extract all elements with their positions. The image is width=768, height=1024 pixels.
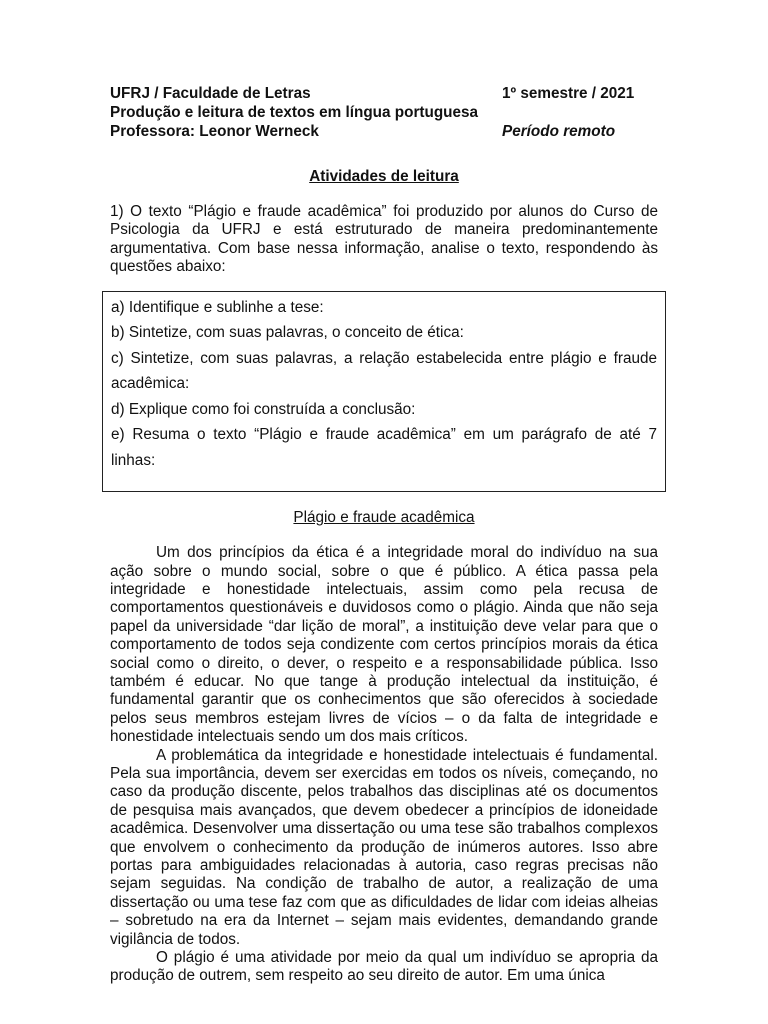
semester-label: 1º semestre / 2021 bbox=[502, 85, 635, 102]
article-paragraph: Um dos princípios da ética é a integridade moral do indivíduo na sua ação sobre o mundo social, sobre o que é público. A ética passa pela integridade e honestidade intelectuais, assim como pela recusa de comportamentos questionáveis e duvidosos como o plágio. Ainda que não seja papel da universidade “dar lição de moral”, a instituição deve velar para que o comportamento de todos seja condizente com certos princípios morais da ética social como o direito, o dever, o respeito e a responsabilidade pública. Isso também é educar. No que tange à produção intelectual da instituição, é fundamental garantir que os conhecimentos que são oferecidos à sociedade pelos seus membros estejam livres de vícios – o da falta de integridade e honestidade intelectuais sendo um dos mais críticos. bbox=[110, 544, 658, 746]
header-row-1 bbox=[110, 84, 658, 103]
question-e: e) Resuma o texto “Plágio e fraude acadêmica” em um parágrafo de até 7 linhas: bbox=[111, 426, 657, 469]
question-c: c) Sintetize, com suas palavras, a relação estabelecida entre plágio e fraude acadêmica: bbox=[111, 349, 657, 393]
course-label: Produção e leitura de textos em língua portuguesa bbox=[110, 104, 479, 121]
article-body bbox=[110, 544, 658, 986]
article-paragraph: A problemática da integridade e honestidade intelectuais é fundamental. Pela sua importância, devem ser exercidas em todos os níveis, começando, no caso da produção discente, pelos trabalhos das disciplinas até os documentos de pesquisa mais avançados, que devem obedecer a princípios de idoneidade acadêmica. Desenvolver uma dissertação ou uma tese são trabalhos complexos que envolvem o conhecimento da produção de inúmeros autores. Isso abre portas para ambiguidades relacionadas à autoria, caso regras precisas não sejam seguidas. Na condição de trabalho de autor, a realização de uma dissertação ou uma tese faz com que as dificuldades de lidar com ideias alheias – sobretudo na era da Internet – sejam mais evidentes, demandando grande vigilância de todos. bbox=[110, 746, 658, 948]
activity-intro: 1) O texto “Plágio e fraude acadêmica” foi produzido por alunos do Curso de Psicologia da UFRJ e está estruturado de maneira predominantemente argumentativa. Com base nessa informação, analise o texto, respondendo às questões abaixo: bbox=[110, 203, 658, 276]
header-row-2 bbox=[110, 103, 658, 122]
document-page bbox=[110, 84, 658, 986]
question-a: a) Identifique e sublinhe a tese: bbox=[111, 298, 324, 316]
article-paragraph: O plágio é uma atividade por meio da qual um indivíduo se apropria da produção de outrem, sem respeito ao seu direito de autor. Em uma única bbox=[110, 949, 658, 985]
questions-box bbox=[102, 291, 666, 493]
question-d: d) Explique como foi construída a conclusão: bbox=[111, 400, 416, 418]
institution-label: UFRJ / Faculdade de Letras bbox=[110, 85, 311, 102]
professor-label: Professora: Leonor Werneck bbox=[110, 123, 319, 140]
question-b: b) Sintetize, com suas palavras, o conceito de ética: bbox=[111, 324, 464, 342]
article-title: Plágio e fraude acadêmica bbox=[293, 509, 475, 527]
period-label: Período remoto bbox=[502, 123, 616, 140]
document-header bbox=[110, 84, 658, 141]
header-row-3 bbox=[110, 122, 658, 141]
activity-title: Atividades de leitura bbox=[309, 168, 459, 185]
